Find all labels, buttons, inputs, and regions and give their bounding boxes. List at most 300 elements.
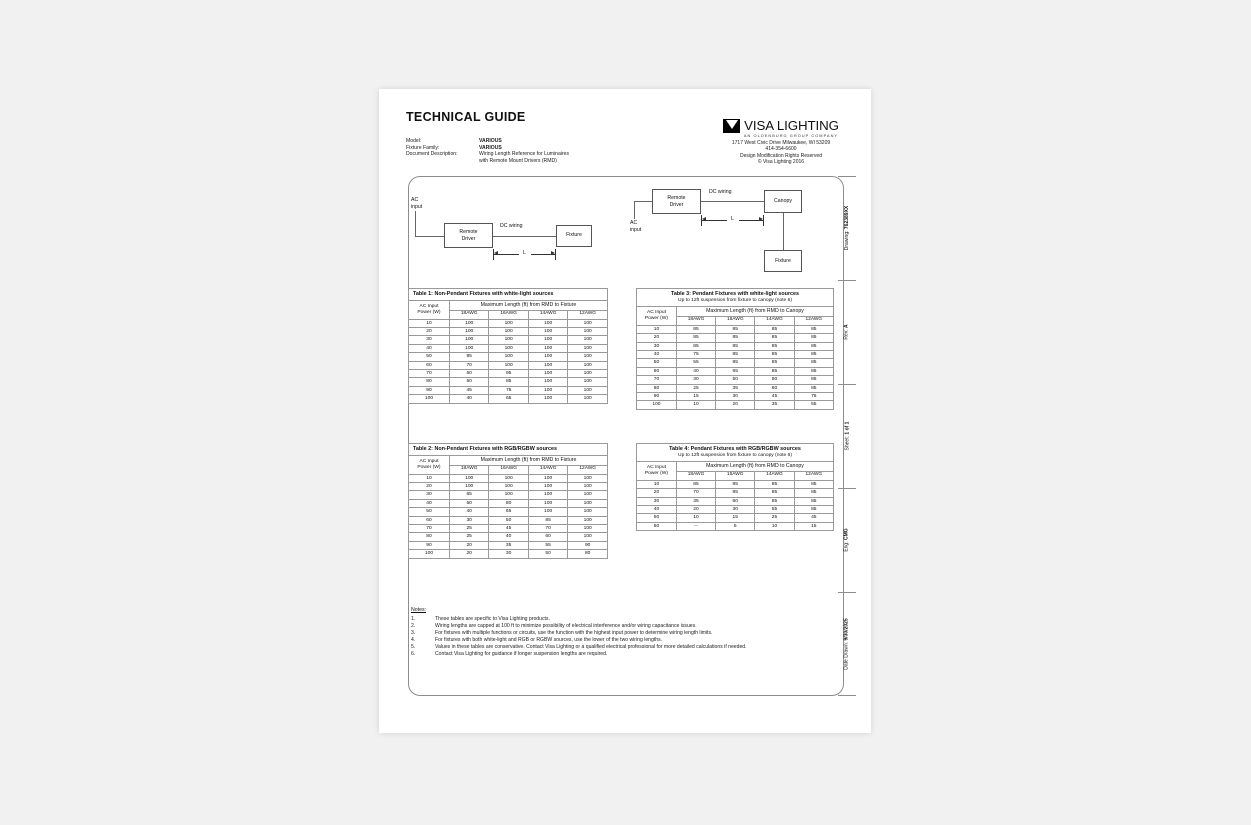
table-cell-length: 85 (489, 378, 528, 386)
table-cell-length: 85 (794, 480, 833, 488)
table-cell-length: 80 (489, 499, 528, 507)
table-title-row (409, 444, 608, 456)
table-cell-length: 100 (489, 482, 528, 490)
table-cell-length: 85 (716, 350, 755, 358)
table3-wrapper (636, 288, 834, 410)
table-cell-length: 55 (676, 359, 715, 367)
table-row (409, 491, 608, 499)
table-cell-length: 65 (489, 508, 528, 516)
table-cell-length: 5 (716, 522, 755, 530)
table-cell-length: 40 (489, 533, 528, 541)
brand-name: VISA LIGHTING (744, 118, 839, 133)
table-cell-length: 85 (716, 489, 755, 497)
note-text: Values in these tables are conservative. Contact Visa Lighting or a qualified electrical professional for more detailed calculations if needed. (435, 643, 747, 650)
table-row (409, 508, 608, 516)
table-cell-length: 85 (794, 367, 833, 375)
table-cell-power: 80 (409, 533, 450, 541)
table4-wrapper (636, 443, 834, 531)
table-cell-length: 100 (568, 491, 608, 499)
table-cell-length: 85 (676, 480, 715, 488)
table-cell-length: 100 (568, 482, 608, 490)
table-cell-length: 25 (449, 533, 488, 541)
table-cell-length: 100 (568, 378, 608, 386)
table-cell-length: 35 (489, 541, 528, 549)
table3-col-18awg: 18AWG (676, 316, 715, 325)
table-cell-length: 85 (794, 350, 833, 358)
table-cell-length: 30 (716, 505, 755, 513)
notes-list (411, 616, 811, 658)
table-cell-power: 10 (637, 480, 677, 488)
table-cell-length: 100 (528, 508, 567, 516)
sidebar-label-rev: Rev: (843, 329, 850, 340)
table-cell-length: 100 (528, 386, 567, 394)
table-cell-length: 10 (676, 401, 715, 409)
table-cell-power: 10 (409, 319, 450, 327)
table-cell-length: 100 (568, 361, 608, 369)
table-cell-length: 25 (755, 514, 794, 522)
note-number: 6. (411, 650, 416, 657)
table-header-row-1 (409, 455, 608, 465)
table-cell-length: 75 (676, 350, 715, 358)
table4-title-cell (637, 444, 834, 462)
table-cell-length: 60 (528, 533, 567, 541)
table-cell-power: 20 (409, 482, 450, 490)
table2-col-14awg: 14AWG (528, 465, 567, 474)
meta-value-description: Wiring Length Reference for Luminaires (479, 151, 570, 158)
table1-col-16awg: 16AWG (489, 310, 528, 319)
table-cell-length: 85 (755, 350, 794, 358)
table3-title: Table 3: Pendant Fixtures with white-light sources (670, 290, 800, 297)
table-row (637, 342, 834, 350)
table3-title-cell (637, 289, 834, 307)
table-cell-length: 85 (794, 376, 833, 384)
table-cell-length: 45 (449, 386, 488, 394)
table-cell-length: 100 (489, 319, 528, 327)
table-cell-length: 65 (489, 395, 528, 403)
diagram-left-fixture-box: Fixture (556, 225, 592, 247)
table-cell-power: 40 (409, 344, 450, 352)
table-row (409, 386, 608, 394)
table-cell-length: 20 (676, 505, 715, 513)
sidebar-field-rev (838, 280, 856, 384)
table-cell-length: 35 (755, 401, 794, 409)
table1-col-18awg: 18AWG (449, 310, 488, 319)
table-cell-length: 85 (755, 342, 794, 350)
table-cell-length: 60 (449, 370, 488, 378)
table-cell-power: 30 (409, 491, 450, 499)
table-cell-power: 40 (409, 499, 450, 507)
notes-section (411, 607, 811, 658)
table-cell-length: 85 (755, 359, 794, 367)
table-cell-power: 90 (409, 541, 450, 549)
table-cell-length: 50 (716, 376, 755, 384)
table-cell-length: 100 (528, 395, 567, 403)
table-cell-power: 100 (409, 550, 450, 558)
table-cell-length: 100 (489, 361, 528, 369)
table-cell-length: 70 (528, 525, 567, 533)
table3-col-14awg: 14AWG (755, 316, 794, 325)
sidebar-label-sheet: Sheet: (844, 435, 851, 451)
table-cell-length: 100 (568, 525, 608, 533)
table-cell-power: 10 (637, 325, 677, 333)
table-cell-length: 100 (449, 482, 488, 490)
brand-address-line-2: 414-354-6600 (765, 146, 797, 153)
table-cell-length: 85 (716, 325, 755, 333)
table-cell-length: 50 (449, 499, 488, 507)
table-cell-length: 100 (528, 370, 567, 378)
table4-col-16awg: 16AWG (716, 471, 755, 480)
table-cell-length: 10 (755, 522, 794, 530)
table-cell-length: 100 (449, 474, 488, 482)
table-row (637, 393, 834, 401)
note-text: For fixtures with both white-light and RGB or RGBW sources, use the lower of the two wiring lengths. (435, 636, 663, 643)
diagram-non-pendant (408, 186, 618, 266)
diagram-left-dc-wiring-label: DC wiring (500, 223, 523, 229)
table-cell-power: 60 (409, 516, 450, 524)
table-header-row-1 (637, 306, 834, 316)
table-cell-length: 100 (528, 353, 567, 361)
table-cell-length: 30 (716, 393, 755, 401)
note-item (411, 623, 811, 630)
brand-tagline: AN OLDENBURG GROUP COMPANY (743, 132, 839, 138)
table-cell-length: 100 (568, 533, 608, 541)
table-cell-length: 100 (568, 327, 608, 335)
table-cell-length: 20 (449, 541, 488, 549)
table-cell-length: 100 (449, 327, 488, 335)
table-row (637, 359, 834, 367)
sidebar-label-date: Date Drawn: (844, 641, 850, 670)
meta-row-model (406, 138, 569, 145)
table-cell-power: 80 (409, 378, 450, 386)
sidebar-value-sheet: 1 of 1 (844, 421, 851, 435)
table-row (409, 370, 608, 378)
table-cell-power: 40 (637, 505, 677, 513)
table-row (409, 550, 608, 558)
table-cell-length: 75 (489, 386, 528, 394)
table-cell-power: 70 (409, 525, 450, 533)
table-cell-length: 65 (716, 367, 755, 375)
brand-logo-block (716, 118, 846, 166)
document-page (379, 89, 871, 733)
table3-body (637, 325, 834, 409)
table2-col-18awg: 18AWG (449, 465, 488, 474)
table2 (408, 443, 608, 559)
meta-value-fixture-family: VARIOUS (479, 144, 502, 151)
table-cell-length: 100 (489, 327, 528, 335)
table-cell-length: 80 (755, 376, 794, 384)
table-cell-length: 100 (568, 516, 608, 524)
table-cell-length: 100 (568, 386, 608, 394)
table-cell-length: 20 (716, 401, 755, 409)
table4-col-18awg: 18AWG (676, 471, 715, 480)
table-cell-length: 100 (449, 344, 488, 352)
table-cell-length: 100 (528, 378, 567, 386)
table-cell-power: 20 (637, 489, 677, 497)
table-row (637, 350, 834, 358)
table-cell-length: 100 (489, 336, 528, 344)
table4-col-14awg: 14AWG (755, 471, 794, 480)
table-cell-length: 85 (794, 384, 833, 392)
table-cell-length: 30 (449, 516, 488, 524)
table-cell-length: 20 (449, 550, 488, 558)
table-header-row-1 (409, 300, 608, 310)
table-cell-length: 25 (449, 525, 488, 533)
note-text: For fixtures with multiple functions or circuits, use the function with the highest input power to determine wiring length limits. (435, 629, 713, 636)
note-item (411, 630, 811, 637)
table-cell-power: 30 (637, 342, 677, 350)
table-cell-length: 100 (449, 336, 488, 344)
table-row (637, 384, 834, 392)
notes-heading: Notes: (411, 607, 426, 613)
brand-logo-line (716, 118, 846, 133)
table2-col-16awg: 16AWG (489, 465, 528, 474)
diagram-right-canopy-box: Canopy (764, 190, 802, 213)
table-cell-length: 15 (716, 514, 755, 522)
note-number: 4. (411, 636, 416, 643)
note-number: 1. (411, 615, 416, 622)
table-cell-length: 100 (449, 319, 488, 327)
table-row (637, 489, 834, 497)
sidebar-field-eng (838, 488, 856, 592)
sidebar-label-eng: Eng: (844, 541, 851, 552)
table-row (637, 522, 834, 530)
table-cell-length: 100 (528, 474, 567, 482)
diagram-left-dimension-label: L (519, 250, 531, 256)
diagram-right-ac-wire-horizontal (634, 201, 652, 202)
table1-row-header: AC Input Power (W) (409, 300, 450, 319)
table-title-row (637, 444, 834, 462)
diagram-right-suspension-wire (783, 213, 784, 250)
table-cell-length: 85 (794, 334, 833, 342)
table-cell-length: 85 (755, 489, 794, 497)
table-row (409, 327, 608, 335)
table-cell-length: 15 (794, 522, 833, 530)
table-cell-length: 30 (676, 376, 715, 384)
diagram-left-dc-wire (493, 236, 556, 237)
table-cell-power: 80 (637, 384, 677, 392)
table1-col-12awg: 12AWG (568, 310, 608, 319)
diagram-left-dimension-l (493, 250, 556, 259)
table-cell-length: 10 (676, 514, 715, 522)
table-cell-length: 45 (489, 525, 528, 533)
table-cell-length: 100 (568, 353, 608, 361)
table-row (409, 499, 608, 507)
table-cell-length: 100 (528, 361, 567, 369)
table-row (637, 325, 834, 333)
sidebar-value-drawing: 762389XX (844, 205, 851, 230)
diagram-left-ac-input-label: AC input (411, 197, 423, 210)
table-row (409, 344, 608, 352)
table-cell-power: 40 (637, 350, 677, 358)
table-cell-length: 100 (568, 508, 608, 516)
meta-value-model: VARIOUS (479, 138, 502, 144)
table3-col-16awg: 16AWG (716, 316, 755, 325)
table-row (637, 401, 834, 409)
table-cell-length: 100 (489, 353, 528, 361)
note-number: 3. (411, 629, 416, 636)
diagram-right-ac-wire-vertical (634, 201, 635, 219)
table4-row-header: AC Input Power (W) (637, 461, 677, 480)
table1-body (409, 319, 608, 403)
table-cell-length: 90 (568, 541, 608, 549)
table-row (637, 480, 834, 488)
table-cell-length: 100 (528, 344, 567, 352)
table-row (409, 353, 608, 361)
table-cell-length: 100 (489, 491, 528, 499)
table-cell-power: 20 (637, 334, 677, 342)
table-cell-power: 30 (637, 497, 677, 505)
table-cell-power: 90 (637, 393, 677, 401)
table4-title: Table 4: Pendant Fixtures with RGB/RGBW sources (669, 445, 801, 452)
sidebar-value-rev: A (843, 324, 850, 328)
table-cell-power: 30 (409, 336, 450, 344)
table-cell-power: 20 (409, 327, 450, 335)
table4 (636, 443, 834, 531)
table-cell-length: 85 (716, 342, 755, 350)
table-row (409, 482, 608, 490)
meta-row-description (406, 151, 569, 158)
table-cell-length: 35 (716, 384, 755, 392)
note-item (411, 644, 811, 651)
table-cell-power: 60 (637, 367, 677, 375)
sidebar-field-sheet (838, 384, 856, 488)
table-cell-length: 85 (528, 516, 567, 524)
table-cell-length: 100 (568, 344, 608, 352)
table-cell-length: 85 (794, 505, 833, 513)
diagram-right-dimension-l (701, 216, 764, 225)
table4-col-12awg: 12AWG (794, 471, 833, 480)
sidebar-field-drawing (838, 176, 856, 280)
table-cell-power: 50 (637, 359, 677, 367)
table-row (409, 319, 608, 327)
table4-body (637, 480, 834, 530)
table-header-row-1 (637, 461, 834, 471)
table-cell-length: 100 (568, 499, 608, 507)
table-cell-length: 70 (449, 361, 488, 369)
table-cell-power: 90 (409, 386, 450, 394)
table-cell-length: 55 (794, 401, 833, 409)
table-cell-length: 100 (528, 319, 567, 327)
diagram-right-dc-wire (701, 201, 764, 202)
table-row (409, 395, 608, 403)
table2-col-12awg: 12AWG (568, 465, 608, 474)
diagram-left-ac-wire-horizontal (415, 236, 444, 237)
table3 (636, 288, 834, 410)
table-cell-length: 85 (755, 367, 794, 375)
table-row (637, 376, 834, 384)
table-cell-length: 100 (568, 370, 608, 378)
diagram-right-dc-wiring-label: DC wiring (709, 189, 732, 195)
brand-address-line-4: © Visa Lighting 2016 (757, 159, 805, 166)
table-cell-power: 100 (409, 395, 450, 403)
table-cell-length: 100 (568, 474, 608, 482)
table-title-row (637, 289, 834, 307)
brand-address-line-3: Design Modification Rights Reserved (740, 152, 822, 159)
table-cell-length: 100 (568, 336, 608, 344)
table-row (409, 336, 608, 344)
table-cell-length: 85 (449, 353, 488, 361)
sidebar-label-drawing: Drawing: (844, 230, 851, 251)
table-cell-length: 85 (716, 359, 755, 367)
table3-row-header: AC Input Power (W) (637, 306, 677, 325)
table-cell-length: 85 (755, 325, 794, 333)
note-number: 2. (411, 622, 416, 629)
table4-subtitle: Up to 12ft suspension from fixture to canopy (note 6) (678, 453, 792, 459)
table4-span-header: Maximum Length (ft) from RMD to Canopy (676, 461, 833, 471)
table-cell-power: 60 (409, 361, 450, 369)
table-cell-length: 85 (676, 334, 715, 342)
table-cell-length: 45 (794, 514, 833, 522)
table-cell-length: 100 (528, 491, 567, 499)
meta-row-fixture-family (406, 145, 569, 152)
note-item (411, 616, 811, 623)
table-cell-power: 70 (637, 376, 677, 384)
table-cell-length: 85 (755, 497, 794, 505)
table-cell-length: 100 (528, 482, 567, 490)
table1-title: Table 1: Non-Pendant Fixtures with white-light sources (409, 289, 608, 301)
note-item (411, 637, 811, 644)
table-cell-length: 85 (794, 325, 833, 333)
table-cell-length: 75 (794, 393, 833, 401)
note-text: Contact Visa Lighting for guidance if longer suspension lengths are required. (435, 650, 608, 657)
table-cell-length: 85 (794, 342, 833, 350)
table-cell-length: 15 (676, 393, 715, 401)
table2-title: Table 2: Non-Pendant Fixtures with RGB/RGBW sources (409, 444, 608, 456)
table-row (637, 334, 834, 342)
table-cell-length: 85 (755, 334, 794, 342)
table-cell-power: 10 (409, 474, 450, 482)
table-cell-length: 85 (794, 359, 833, 367)
table-cell-length: 50 (489, 516, 528, 524)
sidebar-value-eng: CMG (844, 528, 851, 540)
meta-value-description-cont: with Remote Mount Drivers (RMD) (479, 158, 557, 165)
table-cell-power: 50 (637, 514, 677, 522)
table-cell-length: 85 (676, 342, 715, 350)
table-row (409, 378, 608, 386)
table-cell-length: 60 (755, 384, 794, 392)
document-meta-block (406, 138, 569, 165)
table3-subtitle: Up to 12ft suspension from fixture to canopy (note 6) (678, 298, 792, 304)
table-row (637, 497, 834, 505)
table-cell-length: 85 (676, 325, 715, 333)
table-row (409, 525, 608, 533)
table-row (409, 361, 608, 369)
table-cell-length: 80 (568, 550, 608, 558)
table-row (637, 514, 834, 522)
table-cell-length: 35 (676, 497, 715, 505)
table-cell-length: 100 (489, 344, 528, 352)
table-cell-power: 50 (409, 353, 450, 361)
table-cell-length: 55 (755, 505, 794, 513)
table-cell-length: 40 (676, 367, 715, 375)
note-text: Wiring lengths are capped at 100 ft to minimize possibility of electrical interference and/or wiring capacitance issues. (435, 622, 697, 629)
table-row (409, 474, 608, 482)
table-row (637, 367, 834, 375)
table2-wrapper (408, 443, 608, 559)
sidebar-value-date: 9/30/2025 (844, 618, 850, 641)
table3-span-header: Maximum Length (ft) from RMD to Canopy (676, 306, 833, 316)
table2-body (409, 474, 608, 558)
table1-col-14awg: 14AWG (528, 310, 567, 319)
sidebar-divider (838, 695, 856, 696)
table-cell-length: 100 (528, 336, 567, 344)
table-title-row (409, 289, 608, 301)
table-cell-length: 60 (716, 497, 755, 505)
table3-col-12awg: 12AWG (794, 316, 833, 325)
note-item (411, 651, 811, 658)
table1-wrapper (408, 288, 608, 404)
table-row (409, 541, 608, 549)
